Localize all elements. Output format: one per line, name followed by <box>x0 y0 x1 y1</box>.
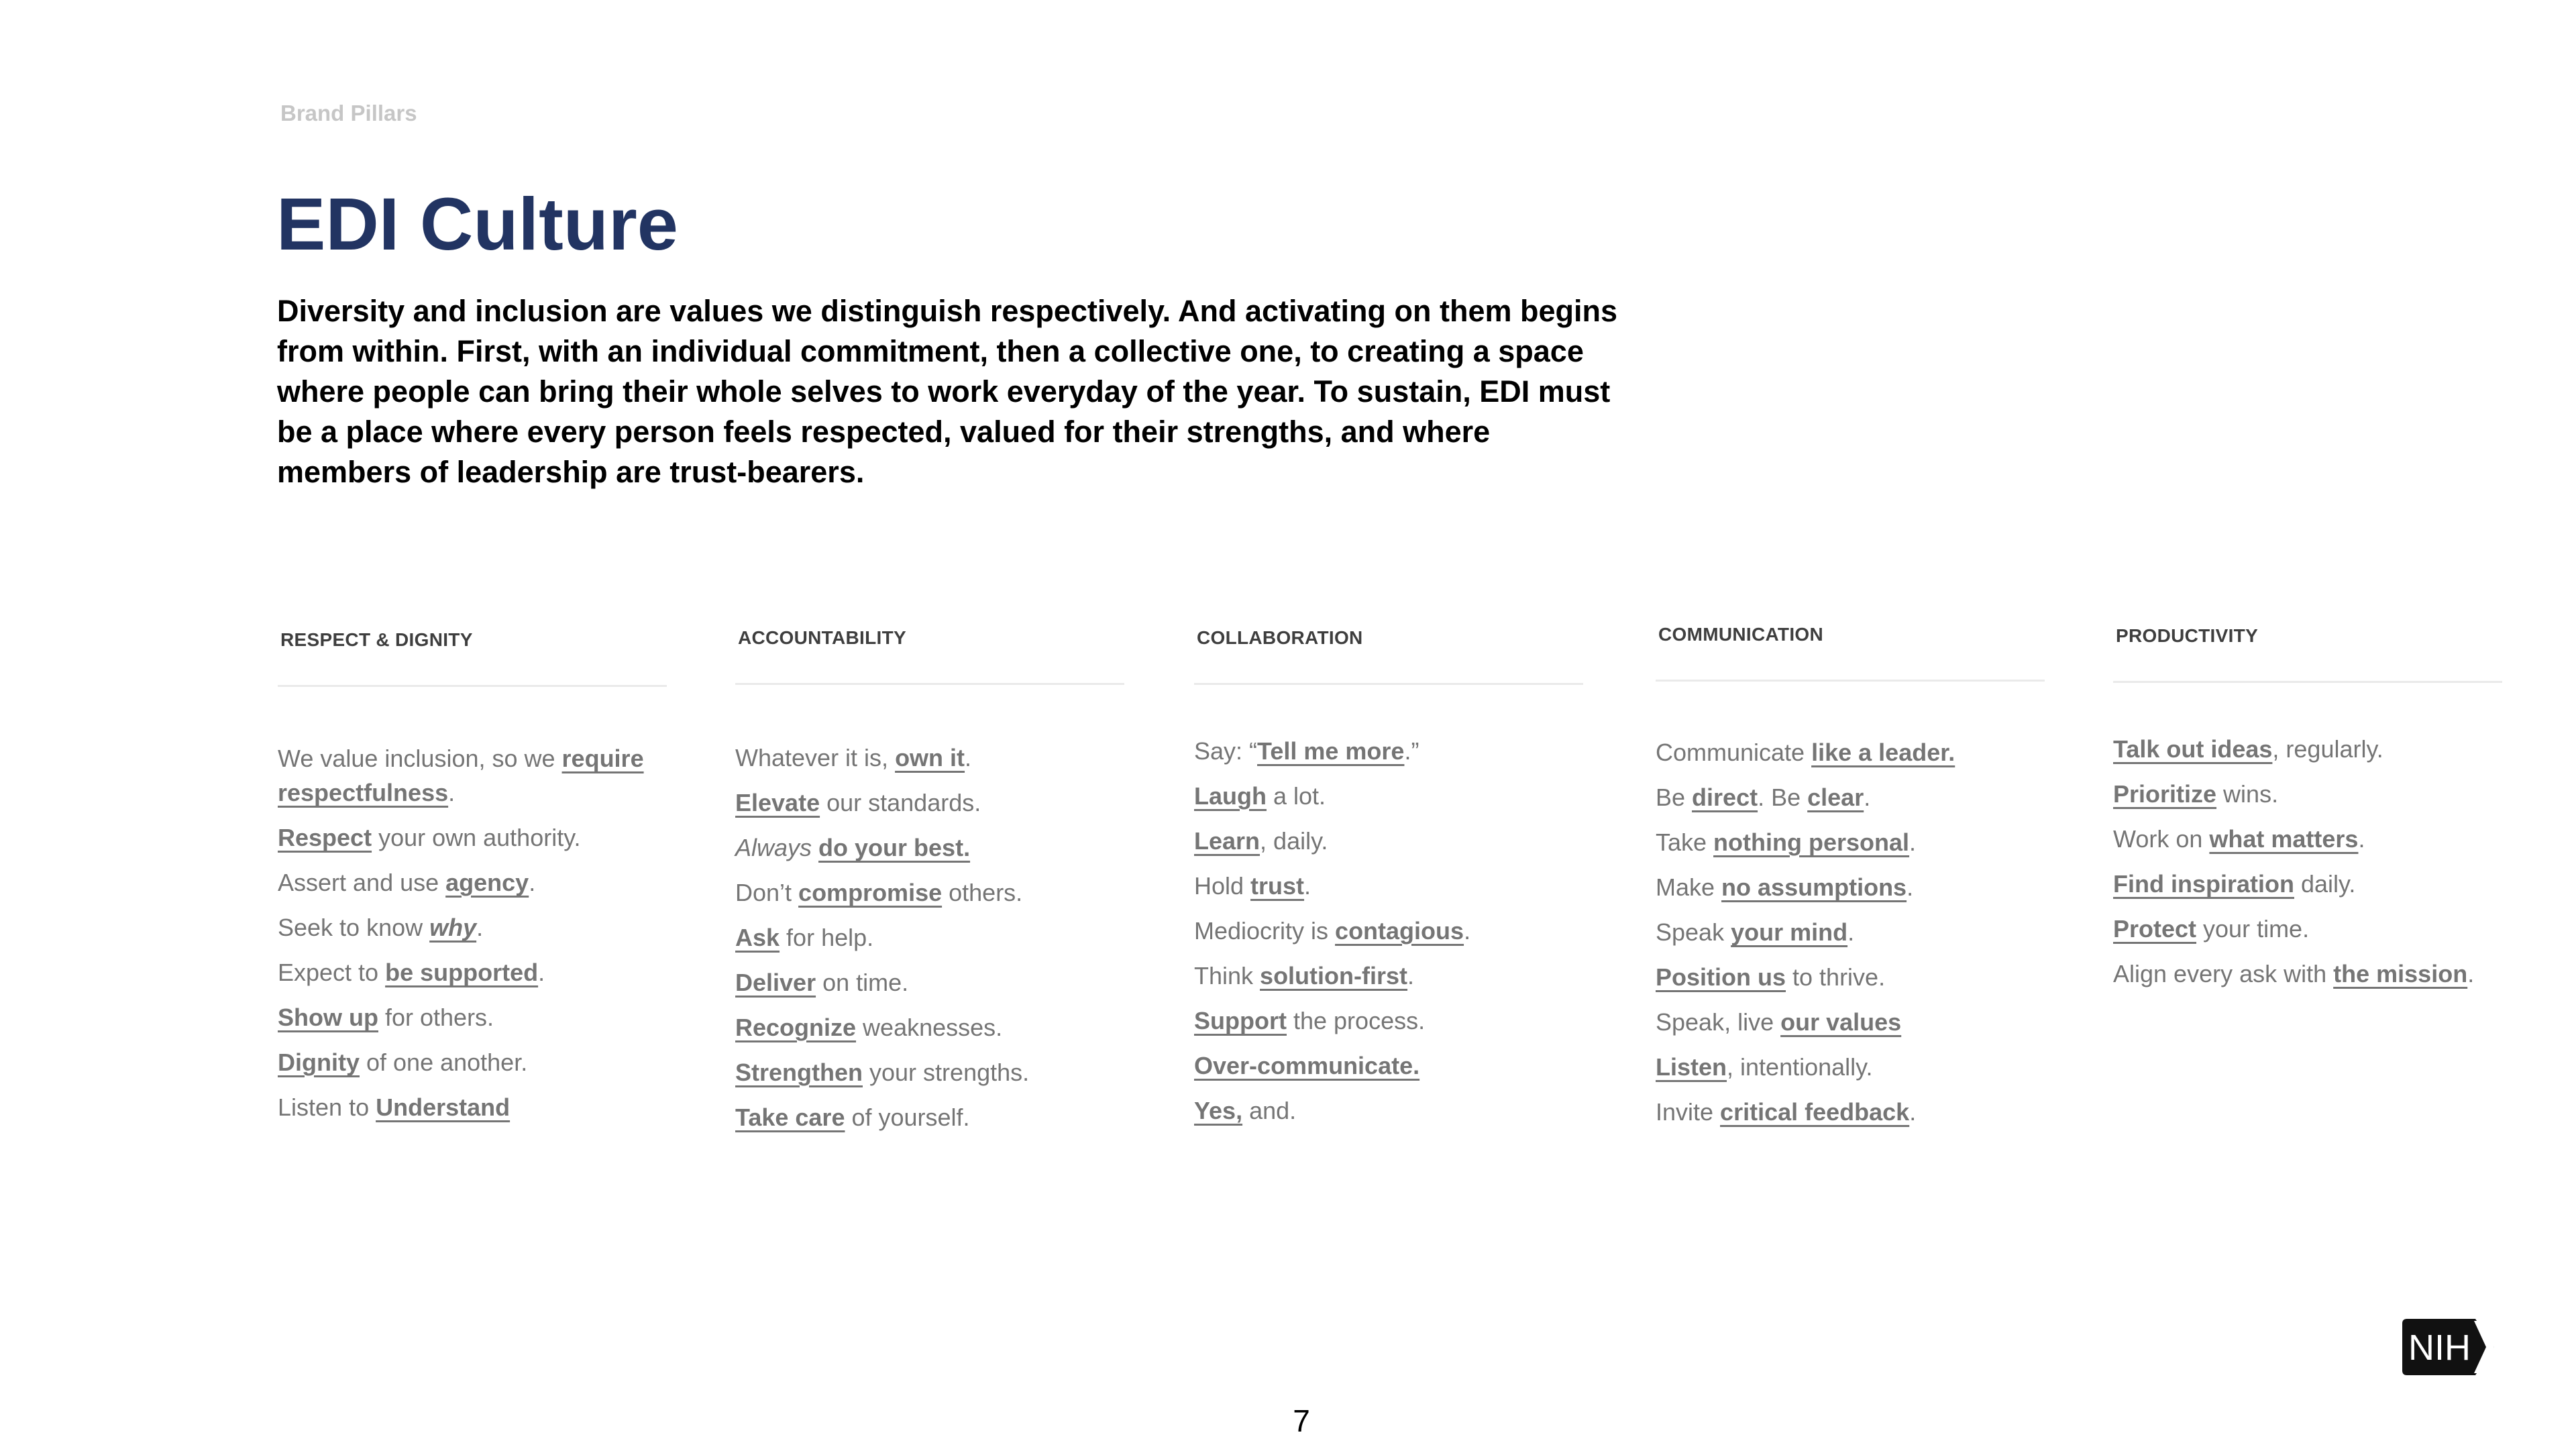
pillar-item <box>278 865 644 910</box>
pillar-divider <box>2113 681 2502 683</box>
pillar-highlight: Show up <box>278 1004 378 1031</box>
pillar-text: Hold <box>1194 872 1251 900</box>
pillar-text: . <box>965 744 972 771</box>
pillar-item <box>1194 869 1470 914</box>
pillar-highlight: contagious <box>1335 917 1464 945</box>
pillar-item <box>735 741 1029 786</box>
pillar-item <box>1656 1005 1955 1050</box>
pillar-item <box>735 875 1029 920</box>
pillar-item <box>278 1090 644 1135</box>
pillar-highlight: why <box>429 914 477 941</box>
pillar-highlight: Listen <box>1656 1053 1727 1081</box>
pillar-item <box>2113 867 2474 912</box>
pillar-list <box>1656 735 1955 1140</box>
pillar-highlight: solution-first <box>1260 962 1408 989</box>
pillar-item <box>735 830 1029 875</box>
pillar-column-productivity <box>2113 625 2516 987</box>
pillar-text: . <box>1909 1098 1917 1126</box>
pillar-text: Say: “ <box>1194 737 1258 765</box>
pillar-item <box>1656 870 1955 915</box>
page-title: EDI Culture <box>276 183 678 266</box>
pillar-item <box>1194 1049 1470 1093</box>
pillar-text: , daily. <box>1260 827 1328 855</box>
pillar-highlight: Laugh <box>1194 782 1267 810</box>
pillar-text: Speak <box>1656 918 1731 946</box>
pillar-highlight: no assumptions <box>1721 873 1907 901</box>
pillar-item <box>1656 735 1955 780</box>
pillar-text: of yourself. <box>845 1104 970 1131</box>
pillar-highlight: agency <box>445 869 529 896</box>
pillar-text: Assert and use <box>278 869 446 896</box>
pillar-item <box>1194 824 1470 869</box>
pillar-text: We value inclusion, so we <box>278 745 562 772</box>
pillar-list <box>735 741 1029 1145</box>
pillar-highlight: Support <box>1194 1007 1287 1034</box>
pillar-text: to thrive. <box>1786 963 1886 991</box>
pillar-text: Don’t <box>735 879 799 906</box>
pillar-text: Make <box>1656 873 1722 901</box>
pillar-item <box>278 910 644 955</box>
pillar-divider <box>735 683 1124 685</box>
pillar-text: your strengths. <box>863 1059 1030 1086</box>
pillar-highlight: own it <box>895 744 965 771</box>
pillar-heading: COLLABORATION <box>1197 627 1363 648</box>
pillar-divider <box>1656 680 2045 682</box>
pillar-divider <box>1194 683 1583 685</box>
pillar-text: for help. <box>780 924 874 951</box>
pillar-text: Be <box>1656 784 1693 811</box>
pillar-highlight: critical feedback <box>1720 1098 1910 1126</box>
pillar-text: Think <box>1194 962 1260 989</box>
pillar-highlight: Find inspiration <box>2113 870 2294 898</box>
pillar-column-accountability <box>735 627 1138 1131</box>
pillar-item <box>278 955 644 1000</box>
pillar-text: . <box>538 959 545 986</box>
pillar-text: weaknesses. <box>856 1014 1003 1041</box>
pillar-highlight: Recognize <box>735 1014 857 1041</box>
pillar-highlight: your mind <box>1731 918 1848 946</box>
pillar-text: . <box>1909 828 1917 856</box>
pillar-text: . <box>1907 873 1914 901</box>
pillar-text: Expect to <box>278 959 386 986</box>
pillar-item <box>735 1055 1029 1100</box>
pillar-text: . <box>448 779 455 806</box>
pillar-item <box>2113 912 2474 957</box>
pillar-text: Listen to <box>278 1093 376 1121</box>
pillar-highlight: Respect <box>278 824 372 851</box>
pillar-highlight: Understand <box>376 1093 511 1121</box>
pillar-highlight: Ask <box>735 924 780 951</box>
pillar-highlight: Protect <box>2113 915 2197 943</box>
pillar-text: . <box>1864 784 1871 811</box>
pillar-text: . <box>1847 918 1855 946</box>
pillar-highlight: Dignity <box>278 1049 360 1076</box>
pillar-heading: RESPECT & DIGNITY <box>280 629 473 650</box>
pillar-column-respect-dignity <box>278 629 680 1121</box>
pillar-text: Mediocrity is <box>1194 917 1336 945</box>
pillar-highlight: respectfulness <box>278 779 449 806</box>
pillar-highlight: be supported <box>385 959 539 986</box>
pillar-highlight: compromise <box>798 879 943 906</box>
pillar-item <box>2113 732 2474 777</box>
pillar-heading: COMMUNICATION <box>1658 624 1824 645</box>
page-number: 7 <box>1293 1403 1310 1438</box>
pillar-highlight: clear <box>1807 784 1864 811</box>
pillar-item <box>735 920 1029 965</box>
pillar-highlight: our values <box>1780 1008 1902 1036</box>
pillar-text: daily. <box>2294 870 2356 898</box>
pillar-item <box>1194 959 1470 1004</box>
pillar-item <box>1194 1093 1470 1138</box>
pillar-text: your own authority. <box>372 824 581 851</box>
pillar-highlight: trust <box>1250 872 1305 900</box>
pillar-item <box>278 820 644 865</box>
pillar-highlight: what matters <box>2209 825 2359 853</box>
pillar-text: and. <box>1242 1097 1297 1124</box>
pillar-item <box>2113 777 2474 822</box>
nih-logo-icon <box>2400 1317 2497 1377</box>
pillar-divider <box>278 685 667 687</box>
pillar-highlight: direct <box>1692 784 1758 811</box>
pillar-heading: PRODUCTIVITY <box>2116 625 2259 646</box>
pillar-list <box>2113 732 2474 1002</box>
pillar-item <box>278 741 644 820</box>
pillar-text: Align every ask with <box>2113 960 2334 987</box>
pillar-text: . <box>1304 872 1311 900</box>
pillar-item <box>735 786 1029 830</box>
pillar-highlight: Yes, <box>1194 1097 1243 1124</box>
pillar-item <box>1194 1004 1470 1049</box>
pillar-item <box>1656 1050 1955 1095</box>
pillar-text <box>812 834 818 861</box>
pillar-text: a lot. <box>1266 782 1326 810</box>
pillar-list <box>278 741 644 1135</box>
pillar-item <box>1656 1095 1955 1140</box>
pillar-text: Whatever it is, <box>735 744 896 771</box>
pillar-highlight: Prioritize <box>2113 780 2217 808</box>
pillar-text: . <box>529 869 536 896</box>
pillar-item <box>1656 780 1955 825</box>
pillar-item <box>1194 779 1470 824</box>
pillar-item <box>2113 822 2474 867</box>
pillar-text: . <box>2467 960 2475 987</box>
pillar-highlight: Talk out ideas <box>2113 735 2273 763</box>
pillar-item <box>1656 825 1955 870</box>
pillar-text: your time. <box>2196 915 2310 943</box>
pillar-item <box>735 1010 1029 1055</box>
pillar-item <box>1656 915 1955 960</box>
pillar-highlight: Elevate <box>735 789 820 816</box>
pillar-text: Invite <box>1656 1098 1721 1126</box>
pillar-highlight: nothing personal <box>1713 828 1910 856</box>
pillar-highlight: require <box>561 745 644 772</box>
pillar-text: Speak, live <box>1656 1008 1781 1036</box>
pillar-item <box>1656 960 1955 1005</box>
pillar-text: of one another. <box>360 1049 528 1076</box>
pillar-item <box>735 965 1029 1010</box>
pillar-highlight: Tell me more <box>1257 737 1405 765</box>
pillar-text: Work on <box>2113 825 2210 853</box>
pillar-item <box>278 1045 644 1090</box>
pillar-highlight: do your best. <box>818 834 971 861</box>
pillar-list <box>1194 734 1470 1138</box>
pillar-column-collaboration <box>1194 627 1597 1124</box>
pillar-text: , intentionally. <box>1727 1053 1873 1081</box>
pillar-text: , regularly. <box>2272 735 2383 763</box>
pillar-text: the process. <box>1286 1007 1426 1034</box>
intro-paragraph: Diversity and inclusion are values we distinguish respectively. And activating on them begins from within. First, with an individual commitment, then a collective one, to creating a space where people can bring their whole selves to work everyday of the year. To sustain, EDI must be a place where every person feels respected, valued for their strengths, and where members of leadership are trust-bearers. <box>277 294 1618 489</box>
pillar-text: . <box>1464 917 1471 945</box>
pillar-column-communication <box>1656 623 2058 1126</box>
pillar-highlight: Position us <box>1656 963 1786 991</box>
pillar-highlight: like a leader. <box>1811 739 1955 766</box>
pillar-text: . <box>476 914 484 941</box>
pillar-item <box>1194 914 1470 959</box>
pillar-item <box>735 1100 1029 1145</box>
pillar-item <box>2113 957 2474 1002</box>
pillar-highlight: Deliver <box>735 969 816 996</box>
pillar-text: Communicate <box>1656 739 1812 766</box>
pillar-text: on time. <box>816 969 909 996</box>
nih-logo-text: NIH <box>2408 1328 2471 1368</box>
pillar-text: for others. <box>378 1004 494 1031</box>
pillar-text: . Be <box>1758 784 1808 811</box>
pillar-text: . <box>1407 962 1415 989</box>
pillar-item <box>278 1000 644 1045</box>
pillar-highlight: Take care <box>735 1104 845 1131</box>
pillar-highlight: Over-communicate. <box>1194 1052 1420 1079</box>
pillar-heading: ACCOUNTABILITY <box>738 627 906 648</box>
pillar-highlight: Learn <box>1194 827 1260 855</box>
pillar-text: others. <box>942 879 1023 906</box>
pillar-highlight: Strengthen <box>735 1059 863 1086</box>
pillar-text: Take <box>1656 828 1714 856</box>
pillar-text: .” <box>1404 737 1419 765</box>
pillar-text: Seek to know <box>278 914 430 941</box>
pillar-text: our standards. <box>820 789 981 816</box>
pillar-item <box>1194 734 1470 779</box>
pillar-highlight: the mission <box>2333 960 2468 987</box>
section-kicker: Brand Pillars <box>280 101 417 125</box>
pillar-text: Always <box>735 834 812 861</box>
pillar-text: wins. <box>2216 780 2279 808</box>
pillar-text: . <box>2358 825 2365 853</box>
